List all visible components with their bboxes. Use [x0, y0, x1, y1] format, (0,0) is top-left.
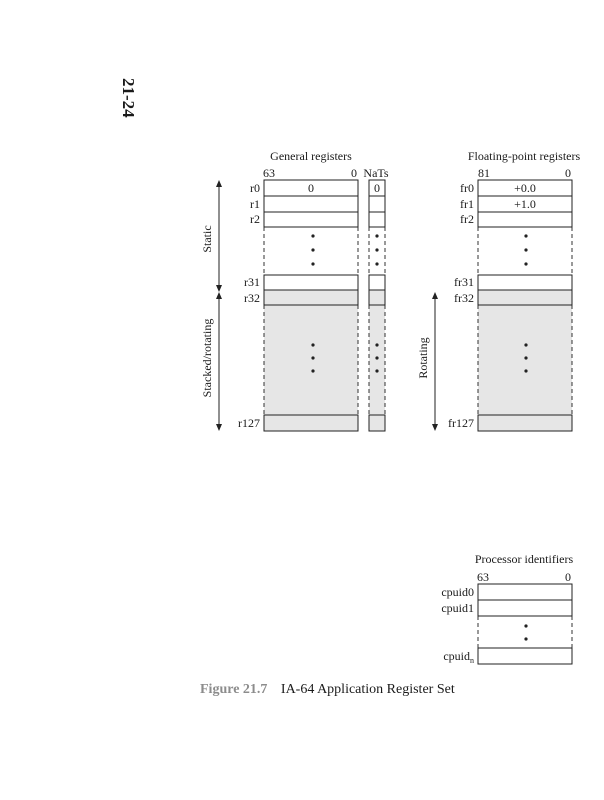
gr-stacked-region [264, 305, 358, 415]
pid-label-cpuid1: cpuid1 [441, 601, 474, 615]
nat-stacked-region [369, 305, 385, 415]
nats-title: NaTs [363, 166, 389, 180]
gr-r32-box [264, 290, 358, 305]
fp-bit-high: 81 [478, 166, 490, 180]
stacked-range-arrow [216, 292, 222, 431]
static-label: Static [200, 225, 214, 253]
nat-r2-box [369, 212, 385, 227]
fp-registers-group [416, 149, 580, 431]
nat-r0-value: 0 [374, 181, 380, 195]
gr-bit-low: 0 [351, 166, 357, 180]
rotating-label: Rotating [416, 337, 430, 379]
pid-ellipsis-dots [524, 624, 527, 640]
pid-label-cpuidn: cpuid$_n$ [443, 649, 474, 665]
gr-label-r127: r127 [238, 416, 260, 430]
page-number: 21-24 [119, 78, 138, 118]
gr-r1-box [264, 196, 358, 212]
figure-caption [200, 682, 455, 697]
fp-fr2-box [478, 212, 572, 227]
fp-label-fr1: fr1 [460, 197, 474, 211]
fp-label-fr32: fr32 [454, 291, 474, 305]
gr-bit-high: 63 [263, 166, 275, 180]
fp-label-fr2: fr2 [460, 212, 474, 226]
general-registers-title: General registers [270, 149, 352, 163]
fp-bit-low: 0 [565, 166, 571, 180]
processor-identifiers-title: Processor identifiers [474, 552, 574, 566]
gr-r0-value: 0 [308, 181, 314, 195]
static-range-arrow [216, 180, 222, 292]
figure-title: IA-64 Application Register Set [280, 682, 455, 697]
pid-bit-high: 63 [477, 570, 489, 584]
gr-r31-box [264, 275, 358, 290]
gr-label-r1: r1 [250, 197, 260, 211]
fp-label-fr0: fr0 [460, 181, 474, 195]
fp-fr1-value: +1.0 [514, 197, 536, 211]
gr-label-r31: r31 [244, 275, 260, 289]
fp-fr127-box [478, 415, 572, 431]
rotating-range-arrow [432, 292, 438, 431]
figure-number: Figure 21.7 [200, 682, 268, 697]
fp-fr32-box [478, 290, 572, 305]
gr-label-r32: r32 [244, 291, 260, 305]
fp-label-fr127: fr127 [448, 416, 474, 430]
processor-identifiers-group [441, 552, 573, 665]
pid-cpuid1-box [478, 600, 572, 616]
nat-r31-box [369, 275, 385, 290]
pid-cpuid0-box [478, 584, 572, 600]
fp-fr31-box [478, 275, 572, 290]
gr-r2-box [264, 212, 358, 227]
gr-label-r2: r2 [250, 212, 260, 226]
fp-registers-title: Floating-point registers [467, 149, 581, 163]
fp-rotating-region [478, 305, 572, 415]
stacked-rotating-label: Stacked/rotating [200, 318, 214, 398]
nat-r1-box [369, 196, 385, 212]
general-registers-group [200, 149, 389, 431]
nat-r127-box [369, 415, 385, 431]
gr-r127-box [264, 415, 358, 431]
nat-r32-box [369, 290, 385, 305]
pid-bit-low: 0 [565, 570, 571, 584]
pid-cpuidn-box [478, 648, 572, 664]
fp-label-fr31: fr31 [454, 275, 474, 289]
fp-fr0-value: +0.0 [514, 181, 536, 195]
pid-label-cpuid0: cpuid0 [441, 585, 474, 599]
gr-label-r0: r0 [250, 181, 260, 195]
